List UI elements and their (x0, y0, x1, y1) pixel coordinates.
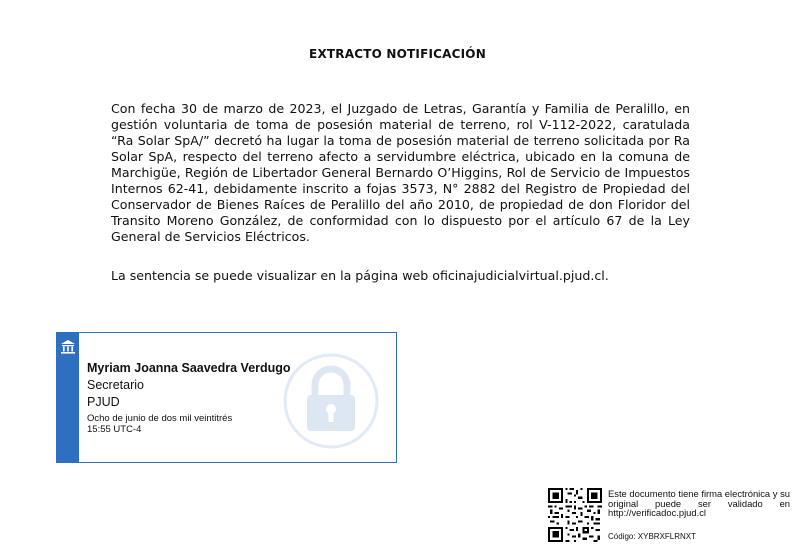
verification-code: Código: XYBRXFLRNXT (608, 532, 697, 541)
signer-organization: PJUD (87, 395, 120, 409)
signature-time: 15:55 UTC-4 (87, 424, 142, 435)
verification-notice: Este documento tiene firma electrónica y su original puede ser validado en http://verificadoc.pjud.cl (608, 488, 790, 519)
signer-role: Secretario (87, 378, 144, 392)
lock-icon (281, 351, 381, 451)
signer-name: Myriam Joanna Saavedra Verdugo (87, 361, 291, 375)
signature-side-bar (57, 333, 79, 462)
signature-date: Ocho de junio de dos mil veintitrés (87, 413, 233, 424)
document-title: EXTRACTO NOTIFICACIÓN (309, 47, 486, 61)
qr-code (548, 488, 602, 542)
website-paragraph: La sentencia se puede visualizar en la página web oficinajudicialvirtual.pjud.cl. (111, 268, 609, 283)
electronic-signature-box (56, 332, 397, 463)
notification-paragraph: Con fecha 30 de marzo de 2023, el Juzgado de Letras, Garantía y Familia de Peralillo, en gestión voluntaria de toma de posesión material de terreno, rol V-112-2022, caratulada “Ra Solar SpA/” decretó ha lugar la toma de posesión material de terreno solicitada por Ra Solar SpA, respecto del terreno afecto a servidumbre eléctrica, ubicado en la comuna de Marchigüe, Región de Libertador General Bernardo O’Higgins, Rol de Servicio de Impuestos Internos 62-41, debidamente inscrito a fojas 3573, N° 2882 del Registro de Propiedad del Conservador de Bienes Raíces de Peralillo del año 2010, de propiedad de don Floridor del Transito Moreno González, de conformidad con lo dispuesto por el artículo 67 de la Ley General de Servicios Eléctricos. (111, 101, 690, 244)
courthouse-icon (60, 339, 76, 355)
